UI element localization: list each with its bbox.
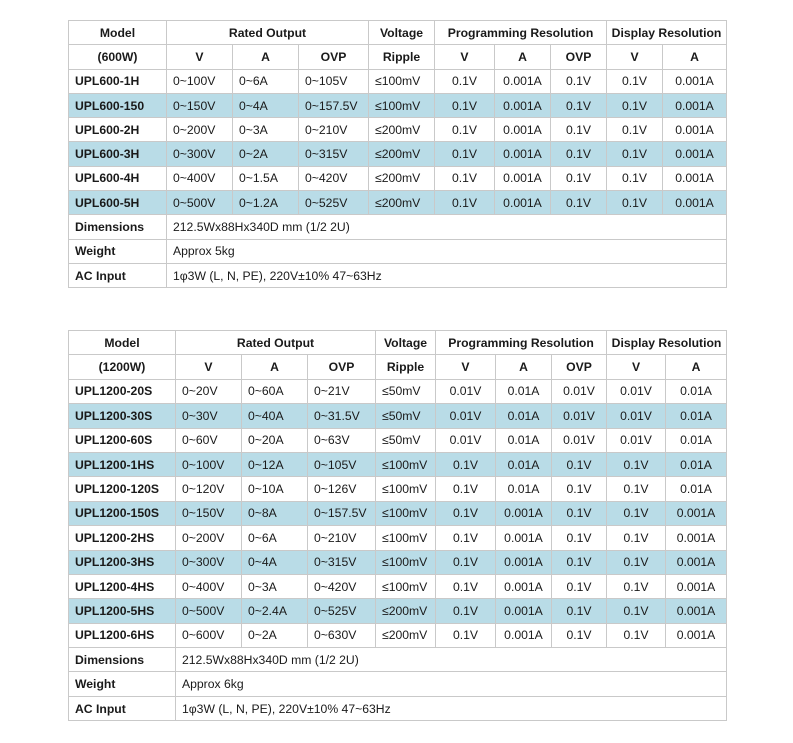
spec-row: [69, 696, 727, 720]
table-cell: 0.01A: [666, 379, 727, 403]
model-name: UPL600-3H: [69, 142, 167, 166]
header-ovp: OVP: [551, 45, 607, 69]
table-cell: 0.001A: [495, 142, 551, 166]
header-v: V: [176, 355, 242, 379]
model-name: UPL600-150: [69, 93, 167, 117]
model-name: UPL600-5H: [69, 191, 167, 215]
table-row: [69, 118, 727, 142]
header-row: [69, 355, 727, 379]
table-cell: 0~6A: [242, 526, 308, 550]
spec-value: 212.5Wx88Hx340D mm (1/2 2U): [176, 648, 727, 672]
table-cell: ≤100mV: [376, 526, 436, 550]
table-cell: 0~100V: [176, 452, 242, 476]
header-a: A: [242, 355, 308, 379]
table-row: [69, 404, 727, 428]
table-cell: 0.1V: [551, 191, 607, 215]
header-row: [69, 45, 727, 69]
table-cell: 0~210V: [308, 526, 376, 550]
table-cell: ≤100mV: [376, 477, 436, 501]
header-v: V: [435, 45, 495, 69]
spec-table-600w: [68, 20, 727, 288]
table-cell: 0.001A: [666, 623, 727, 647]
spec-label: Weight: [69, 672, 176, 696]
table-cell: 0~20A: [242, 428, 308, 452]
table-cell: 0~105V: [299, 69, 369, 93]
table-cell: 0.1V: [435, 118, 495, 142]
table-cell: 0.01V: [436, 404, 496, 428]
table-cell: 0~60A: [242, 379, 308, 403]
table-cell: 0~157.5V: [308, 501, 376, 525]
table-body: [69, 21, 727, 288]
table-cell: 0~4A: [233, 93, 299, 117]
table-cell: 0.001A: [495, 118, 551, 142]
table-cell: 0~4A: [242, 550, 308, 574]
table-cell: 0~420V: [308, 574, 376, 598]
table-cell: 0~500V: [167, 191, 233, 215]
table-cell: 0~150V: [167, 93, 233, 117]
table-cell: 0.01V: [552, 379, 607, 403]
table-cell: 0.001A: [666, 550, 727, 574]
table-row: [69, 477, 727, 501]
table-row: [69, 428, 727, 452]
table-cell: 0~30V: [176, 404, 242, 428]
table-cell: 0~6A: [233, 69, 299, 93]
spec-row: [69, 648, 727, 672]
table-cell: 0.001A: [495, 191, 551, 215]
table-cell: 0.01V: [552, 428, 607, 452]
header-v: V: [167, 45, 233, 69]
table-cell: 0.1V: [607, 623, 666, 647]
table-cell: ≤100mV: [369, 69, 435, 93]
table-cell: 0~200V: [167, 118, 233, 142]
header-voltage: Voltage: [369, 21, 435, 45]
table-cell: 0.001A: [666, 574, 727, 598]
header-ripple: Ripple: [376, 355, 436, 379]
table-cell: 0.01A: [496, 379, 552, 403]
table-cell: 0.1V: [552, 477, 607, 501]
table-cell: 0.001A: [496, 574, 552, 598]
table-cell: 0.001A: [495, 166, 551, 190]
table-cell: 0.01A: [496, 428, 552, 452]
spec-label: AC Input: [69, 263, 167, 287]
header-programming-resolution: Programming Resolution: [436, 331, 607, 355]
table-cell: ≤50mV: [376, 404, 436, 428]
header-row: [69, 331, 727, 355]
table-cell: 0.1V: [607, 93, 663, 117]
table-cell: 0.01V: [607, 379, 666, 403]
table-cell: 0.1V: [607, 166, 663, 190]
header-display-resolution: Display Resolution: [607, 21, 727, 45]
table-cell: 0.1V: [607, 599, 666, 623]
table-cell: ≤100mV: [376, 550, 436, 574]
table-cell: 0~300V: [176, 550, 242, 574]
table-cell: 0.1V: [551, 166, 607, 190]
table-cell: 0.1V: [607, 69, 663, 93]
table-cell: 0~420V: [299, 166, 369, 190]
table-cell: 0.1V: [551, 69, 607, 93]
table-cell: 0.001A: [666, 599, 727, 623]
table-cell: 0.1V: [551, 142, 607, 166]
table-cell: 0~157.5V: [299, 93, 369, 117]
header-a: A: [233, 45, 299, 69]
table-cell: 0.01A: [496, 452, 552, 476]
header-ovp: OVP: [552, 355, 607, 379]
table-cell: 0.1V: [436, 550, 496, 574]
spec-label: Dimensions: [69, 215, 167, 239]
table-cell: 0.1V: [435, 69, 495, 93]
table-cell: 0.1V: [551, 93, 607, 117]
table-cell: 0.01V: [436, 428, 496, 452]
model-name: UPL600-4H: [69, 166, 167, 190]
table-cell: 0~63V: [308, 428, 376, 452]
table-row: [69, 526, 727, 550]
table-cell: 0.1V: [607, 501, 666, 525]
table-cell: 0~315V: [299, 142, 369, 166]
table-cell: 0.1V: [607, 526, 666, 550]
table-cell: 0~1.2A: [233, 191, 299, 215]
table-row: [69, 501, 727, 525]
table-cell: 0.1V: [436, 452, 496, 476]
table-cell: 0~400V: [176, 574, 242, 598]
model-name: UPL1200-60S: [69, 428, 176, 452]
spec-table-1200w: [68, 330, 727, 721]
model-name: UPL1200-4HS: [69, 574, 176, 598]
model-name: UPL1200-120S: [69, 477, 176, 501]
model-name: UPL1200-20S: [69, 379, 176, 403]
table-cell: 0.1V: [607, 477, 666, 501]
table-cell: 0.01V: [607, 404, 666, 428]
table-cell: 0.1V: [435, 166, 495, 190]
table-cell: 0.01A: [496, 404, 552, 428]
spec-row: [69, 239, 727, 263]
model-name: UPL600-2H: [69, 118, 167, 142]
table-cell: ≤200mV: [376, 599, 436, 623]
table-cell: 0~60V: [176, 428, 242, 452]
table-cell: 0.001A: [666, 526, 727, 550]
header-a: A: [495, 45, 551, 69]
table-cell: 0~10A: [242, 477, 308, 501]
table-cell: 0~315V: [308, 550, 376, 574]
table-cell: 0.1V: [552, 599, 607, 623]
header-v: V: [607, 355, 666, 379]
table-cell: ≤100mV: [376, 501, 436, 525]
table-cell: 0~105V: [308, 452, 376, 476]
table-cell: 0.1V: [552, 550, 607, 574]
table-cell: 0.01A: [666, 404, 727, 428]
spec-label: AC Input: [69, 696, 176, 720]
model-name: UPL1200-2HS: [69, 526, 176, 550]
spec-row: [69, 672, 727, 696]
table-cell: 0~210V: [299, 118, 369, 142]
table-cell: 0.1V: [436, 501, 496, 525]
table-row: [69, 191, 727, 215]
table-cell: ≤200mV: [369, 166, 435, 190]
table-cell: 0.1V: [435, 93, 495, 117]
table-cell: 0.1V: [607, 452, 666, 476]
header-display-resolution: Display Resolution: [607, 331, 727, 355]
table-cell: 0~3A: [242, 574, 308, 598]
table-cell: 0.1V: [552, 526, 607, 550]
table-cell: 0~150V: [176, 501, 242, 525]
header-a: A: [666, 355, 727, 379]
table-cell: 0.01V: [607, 428, 666, 452]
table-cell: 0~120V: [176, 477, 242, 501]
header-v: V: [436, 355, 496, 379]
table-cell: 0~31.5V: [308, 404, 376, 428]
table-row: [69, 550, 727, 574]
table-cell: 0.01A: [666, 428, 727, 452]
table-cell: 0.001A: [495, 69, 551, 93]
table-cell: 0~2A: [233, 142, 299, 166]
table-row: [69, 599, 727, 623]
header-wattage: (1200W): [69, 355, 176, 379]
table-cell: 0.1V: [551, 118, 607, 142]
spec-value: 1φ3W (L, N, PE), 220V±10% 47~63Hz: [176, 696, 727, 720]
header-programming-resolution: Programming Resolution: [435, 21, 607, 45]
header-ripple: Ripple: [369, 45, 435, 69]
table-cell: 0.1V: [552, 623, 607, 647]
table-cell: 0.1V: [436, 599, 496, 623]
table-cell: 0.001A: [496, 526, 552, 550]
spec-label: Dimensions: [69, 648, 176, 672]
table-cell: 0.001A: [663, 118, 727, 142]
header-wattage: (600W): [69, 45, 167, 69]
table-cell: 0~630V: [308, 623, 376, 647]
table-cell: 0.1V: [436, 574, 496, 598]
table-cell: 0.001A: [496, 550, 552, 574]
model-name: UPL1200-5HS: [69, 599, 176, 623]
table-cell: 0~1.5A: [233, 166, 299, 190]
table-cell: 0~300V: [167, 142, 233, 166]
table-cell: 0~600V: [176, 623, 242, 647]
table-cell: 0~100V: [167, 69, 233, 93]
table-cell: ≤50mV: [376, 428, 436, 452]
model-name: UPL1200-150S: [69, 501, 176, 525]
table-cell: ≤200mV: [369, 191, 435, 215]
table-cell: 0.1V: [552, 501, 607, 525]
header-a: A: [663, 45, 727, 69]
table-cell: 0.1V: [607, 142, 663, 166]
table-cell: 0.001A: [663, 166, 727, 190]
table-cell: 0.1V: [607, 118, 663, 142]
table-row: [69, 379, 727, 403]
table-cell: 0.1V: [552, 574, 607, 598]
table-cell: 0~2.4A: [242, 599, 308, 623]
table-cell: 0~40A: [242, 404, 308, 428]
table-cell: ≤200mV: [376, 623, 436, 647]
table-row: [69, 452, 727, 476]
header-ovp: OVP: [308, 355, 376, 379]
table-cell: 0~8A: [242, 501, 308, 525]
table-cell: 0.1V: [607, 550, 666, 574]
table-cell: ≤200mV: [369, 142, 435, 166]
table-cell: 0~20V: [176, 379, 242, 403]
spec-value: Approx 5kg: [167, 239, 727, 263]
table-cell: 0~200V: [176, 526, 242, 550]
table-row: [69, 93, 727, 117]
table-cell: 0.001A: [666, 501, 727, 525]
table-cell: ≤100mV: [376, 452, 436, 476]
table-cell: 0~3A: [233, 118, 299, 142]
header-ovp: OVP: [299, 45, 369, 69]
table-cell: 0.001A: [663, 142, 727, 166]
table-cell: 0.1V: [436, 623, 496, 647]
model-name: UPL1200-30S: [69, 404, 176, 428]
spec-value: 1φ3W (L, N, PE), 220V±10% 47~63Hz: [167, 263, 727, 287]
model-name: UPL1200-6HS: [69, 623, 176, 647]
spec-value: Approx 6kg: [176, 672, 727, 696]
header-model: Model: [69, 21, 167, 45]
table-cell: 0~21V: [308, 379, 376, 403]
table-cell: ≤100mV: [369, 93, 435, 117]
spec-row: [69, 263, 727, 287]
header-rated-output: Rated Output: [176, 331, 376, 355]
header-v: V: [607, 45, 663, 69]
table-cell: 0~525V: [308, 599, 376, 623]
table-cell: ≤200mV: [369, 118, 435, 142]
table-cell: 0.1V: [435, 191, 495, 215]
table-cell: 0.01A: [666, 452, 727, 476]
table-cell: 0.001A: [663, 191, 727, 215]
table-cell: 0.1V: [552, 452, 607, 476]
table-cell: 0.001A: [496, 623, 552, 647]
table-cell: 0.001A: [496, 599, 552, 623]
table-row: [69, 142, 727, 166]
spec-label: Weight: [69, 239, 167, 263]
table-cell: 0.01A: [666, 477, 727, 501]
table-cell: 0.1V: [607, 191, 663, 215]
spec-value: 212.5Wx88Hx340D mm (1/2 2U): [167, 215, 727, 239]
table-body: [69, 331, 727, 721]
table-cell: 0~126V: [308, 477, 376, 501]
header-model: Model: [69, 331, 176, 355]
table-cell: 0~12A: [242, 452, 308, 476]
table-cell: 0~525V: [299, 191, 369, 215]
table-cell: 0.01V: [552, 404, 607, 428]
table-cell: 0.1V: [436, 477, 496, 501]
table-cell: 0~2A: [242, 623, 308, 647]
table-cell: 0.001A: [663, 93, 727, 117]
header-a: A: [496, 355, 552, 379]
header-row: [69, 21, 727, 45]
model-name: UPL1200-3HS: [69, 550, 176, 574]
table-cell: 0.001A: [496, 501, 552, 525]
table-cell: ≤100mV: [376, 574, 436, 598]
table-cell: 0.01A: [496, 477, 552, 501]
table-row: [69, 166, 727, 190]
table-cell: 0.001A: [495, 93, 551, 117]
table-row: [69, 623, 727, 647]
table-cell: 0.001A: [663, 69, 727, 93]
table-cell: 0.1V: [607, 574, 666, 598]
model-name: UPL1200-1HS: [69, 452, 176, 476]
header-voltage: Voltage: [376, 331, 436, 355]
spec-row: [69, 215, 727, 239]
table-row: [69, 574, 727, 598]
table-cell: 0~400V: [167, 166, 233, 190]
table-cell: 0~500V: [176, 599, 242, 623]
table-cell: 0.1V: [436, 526, 496, 550]
header-rated-output: Rated Output: [167, 21, 369, 45]
table-cell: ≤50mV: [376, 379, 436, 403]
table-cell: 0.1V: [435, 142, 495, 166]
table-row: [69, 69, 727, 93]
model-name: UPL600-1H: [69, 69, 167, 93]
table-cell: 0.01V: [436, 379, 496, 403]
